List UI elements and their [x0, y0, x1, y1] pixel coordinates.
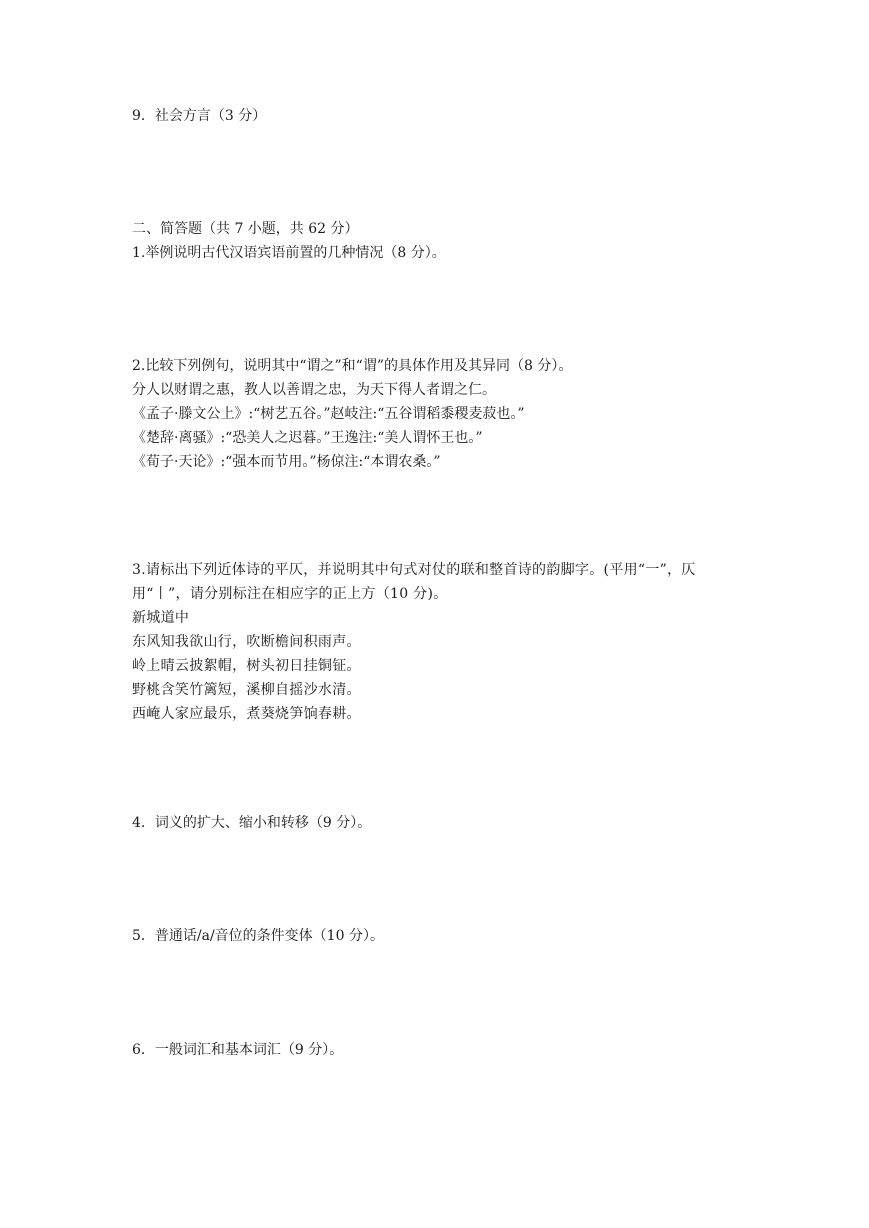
- short-answer-question-4: 4．词义的扩大、缩小和转移（9 分）。: [132, 815, 372, 831]
- short-answer-question-1: 1.举例说明古代汉语宾语前置的几种情况（8 分）。: [132, 245, 446, 261]
- question-2-example: 《楚辞·离骚》:“恐美人之迟暮。”王逸注:“美人谓怀王也。”: [132, 430, 483, 446]
- poem-title: 新城道中: [132, 610, 190, 626]
- short-answer-question-3: [132, 558, 742, 726]
- short-answer-question-6: 6．一般词汇和基本词汇（9 分）。: [132, 1042, 344, 1058]
- question-2-prompt: 2.比较下列例句，说明其中“谓之”和“谓”的具体作用及其异同（8 分）。: [132, 358, 573, 374]
- poem-line: 岭上晴云披絮帽，树头初日挂铜钲。: [132, 658, 361, 674]
- short-answer-question-5: 5．普通话/a/音位的条件变体（10 分）。: [132, 928, 384, 944]
- section-2-title: 二、简答题（共 7 小题，共 62 分）: [132, 221, 359, 237]
- question-3-prompt: 3.请标出下列近体诗的平仄，并说明其中句式对仗的联和整首诗的韵脚字。(平用“一”，仄用“丨”，请分别标注在相应字的正上方（10 分)。: [132, 562, 696, 602]
- poem-line: 野桃含笑竹篱短，溪柳自摇沙水清。: [132, 682, 361, 698]
- poem-line: 西崦人家应最乐，煮葵烧笋饷春耕。: [132, 706, 361, 722]
- poem-line: 东风知我欲山行，吹断檐间积雨声。: [132, 634, 361, 650]
- question-2-example: 《孟子·滕文公上》:“树艺五谷。”赵岐注:“五谷谓稻黍稷麦菽也。”: [132, 406, 525, 422]
- question-2-example: 《荀子·天论》:“强本而节用。”杨倞注:“本谓农桑。”: [132, 454, 441, 470]
- question-9: 9．社会方言（3 分）: [132, 108, 267, 124]
- question-2-example: 分人以财谓之惠，教人以善谓之忠，为天下得人者谓之仁。: [132, 382, 496, 398]
- short-answer-question-2: [132, 354, 572, 474]
